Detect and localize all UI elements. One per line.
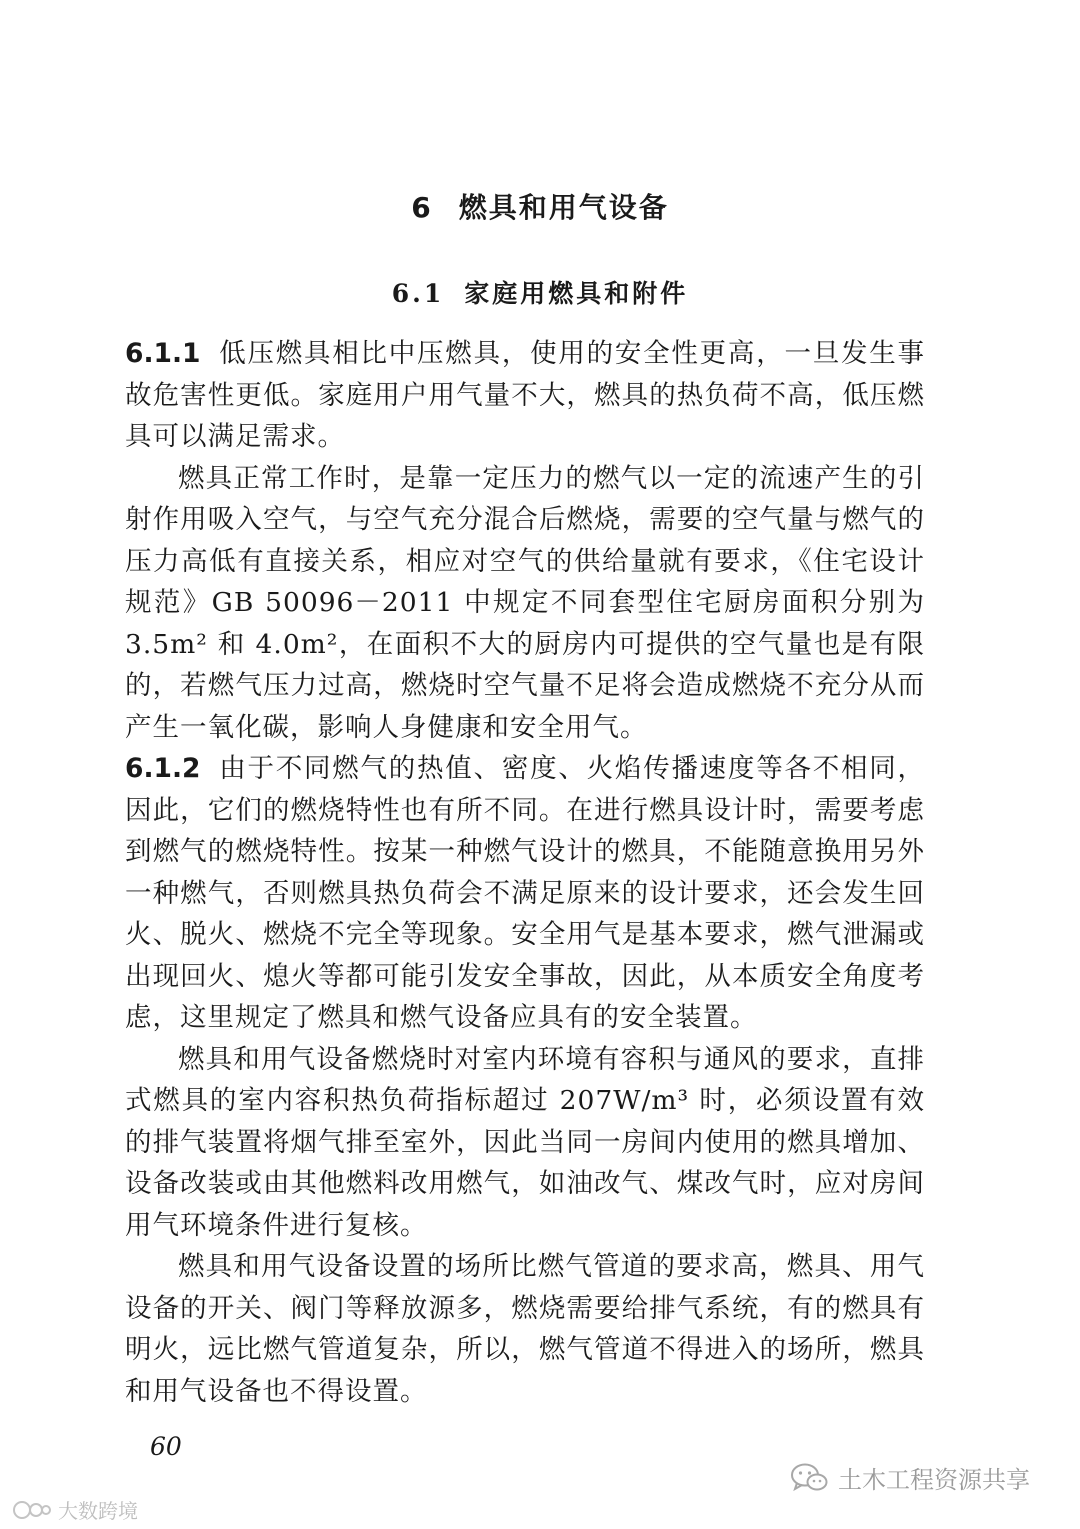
section-title-text: 家庭用燃具和附件 — [464, 279, 689, 308]
section-number: 6.1 — [391, 279, 445, 308]
watermark-right — [790, 1460, 1030, 1495]
paragraph — [125, 1039, 925, 1247]
clause-number: 6.1.1 — [125, 338, 201, 369]
chapter-title-text: 燃具和用气设备 — [458, 191, 669, 224]
chapter-title — [0, 186, 1080, 226]
page-number: 60 — [150, 1432, 182, 1461]
paragraph-text: 燃具正常工作时，是靠一定压力的燃气以一定的流速产生的引射作用吸入空气，与空气充分混合后燃烧，需要的空气量与燃气的压力高低有直接关系，相应对空气的供给量就有要求，《住宅设计规范》GB 50096－2011 中规定不同套型住宅厨房面积分别为 3.5m² 和 4.0m²，在面积不大的厨房内可提供的空气量也是有限的，若燃气压力过高，燃烧时空气量不足将会造成燃烧不充分从而产生一氧化碳，影响人身健康和安全用气。 — [125, 462, 925, 743]
paragraph-text: 低压燃具相比中压燃具，使用的安全性更高，一旦发生事故危害性更低。家庭用户用气量不大，燃具的热负荷不高，低压燃具可以满足需求。 — [125, 338, 925, 452]
watermark-left — [12, 1495, 138, 1524]
body-text — [125, 333, 925, 1412]
paragraph-text: 燃具和用气设备设置的场所比燃气管道的要求高，燃具、用气设备的开关、阀门等释放源多，燃烧需要给排气系统，有的燃具有明火，远比燃气管道复杂，所以，燃气管道不得进入的场所，燃具和用气设备也不得设置。 — [125, 1251, 925, 1407]
paragraph — [125, 333, 925, 458]
watermark-left-text: 大数跨境 — [58, 1499, 138, 1523]
paragraph — [125, 458, 925, 749]
wechat-icon — [790, 1462, 828, 1494]
watermark-right-text: 土木工程资源共享 — [838, 1466, 1030, 1494]
clause-number: 6.1.2 — [125, 753, 201, 784]
chapter-number: 6 — [411, 191, 433, 224]
section-title — [0, 274, 1080, 310]
logo-icon — [12, 1499, 52, 1521]
paragraph — [125, 1246, 925, 1412]
paragraph-text: 由于不同燃气的热值、密度、火焰传播速度等各不相同，因此，它们的燃烧特性也有所不同。在进行燃具设计时，需要考虑到燃气的燃烧特性。按某一种燃气设计的燃具，不能随意换用另外一种燃气，否则燃具热负荷会不满足原来的设计要求，还会发生回火、脱火、燃烧不完全等现象。安全用气是基本要求，燃气泄漏或出现回火、熄火等都可能引发安全事故，因此，从本质安全角度考虑，这里规定了燃具和燃气设备应具有的安全装置。 — [125, 753, 925, 1033]
paragraph — [125, 748, 925, 1039]
paragraph-text: 燃具和用气设备燃烧时对室内环境有容积与通风的要求，直排式燃具的室内容积热负荷指标超过 207W/m³ 时，必须设置有效的排气装置将烟气排至室外，因此当同一房间内使用的燃具增加、设备改装或由其他燃料改用燃气，如油改气、煤改气时，应对房间用气环境条件进行复核。 — [125, 1043, 925, 1241]
